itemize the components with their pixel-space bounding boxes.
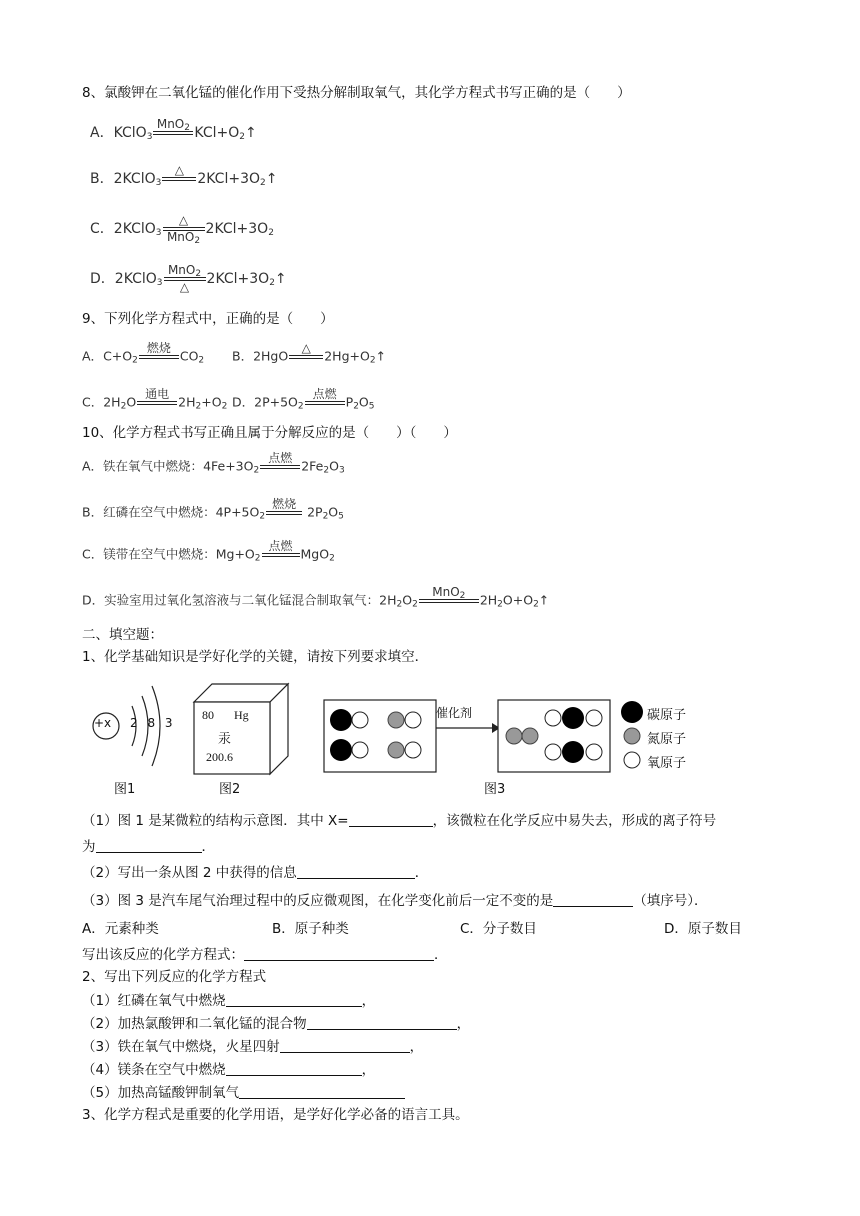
q10-option-b[interactable]: B．红磷在空气中燃烧：$4P+5O_2$ 燃烧 $2P_2O_5$ — [82, 498, 344, 528]
section-heading: 二、填空题： — [82, 627, 163, 643]
legend-carbon: 碳原子 — [647, 708, 687, 723]
catalyst-label: 催化剂 — [436, 706, 473, 720]
legend-nitrogen: 氮原子 — [647, 732, 687, 747]
fig1-caption: 图1 — [114, 782, 136, 797]
answer-blank-x[interactable] — [349, 812, 433, 827]
q8-c-condition: △ MnO$_2$ — [163, 214, 205, 244]
f1-part2: （2）写出一条从图 2 中获得的信息 ． — [82, 865, 429, 881]
q10-option-d[interactable]: D．实验室用过氧化氢溶液与二氧化锰混合制取氧气：$2H_2O_2$ MnO$_2$ $2H_2O+O_2↑$ — [82, 586, 549, 616]
answer-blank-equation[interactable] — [244, 946, 434, 961]
q9-stem: 9、下列化学方程式中，正确的是（ ） — [82, 311, 334, 327]
q10-option-a[interactable]: A．铁在氧气中燃烧：$4Fe+3O_2$ 点燃 $2Fe_2O_3$ — [82, 452, 345, 482]
legend-oxygen: 氧原子 — [647, 756, 687, 771]
q10-a-condition: 点燃 — [260, 452, 300, 482]
choice-b[interactable]: B．原子种类 — [272, 921, 349, 937]
atomic-number: 80 — [202, 708, 214, 722]
q9-d-condition: 点燃 — [305, 388, 345, 418]
choice-a[interactable]: A．元素种类 — [82, 921, 159, 937]
q8-option-d[interactable]: D．2KClO$_3$ MnO$_2$ △ $2KCl+3O_2↑$ — [90, 263, 287, 294]
choice-d[interactable]: D．原子数目 — [664, 921, 742, 937]
f2-item-2: （2）加热氯酸钾和二氧化锰的混合物 ， — [82, 1016, 471, 1032]
q10-option-c[interactable]: C．镁带在空气中燃烧：$Mg+O_2$ 点燃 MgO$_2$ — [82, 540, 335, 570]
q8-a-condition: MnO$_2$ — [153, 118, 193, 148]
f1-part1: （1）图 1 是某微粒的结构示意图．其中 X= ，该微粒在化学反应中易失去，形成的离子符号 — [82, 813, 717, 829]
q9-b-condition: △ — [289, 342, 323, 372]
figures-row — [84, 678, 784, 803]
q9-a-condition: 燃烧 — [139, 342, 179, 372]
q10-b-condition: 燃烧 — [266, 498, 302, 528]
q8-option-c[interactable]: C．2KClO$_3$ △ MnO$_2$ $2KCl+3O_2$ — [90, 213, 274, 246]
q10-c-condition: 点燃 — [262, 540, 300, 570]
f1-equation: 写出该反应的化学方程式： ． — [82, 947, 448, 963]
answer-blank-f2-1[interactable] — [226, 992, 362, 1007]
answer-blank-f2-2[interactable] — [307, 1015, 457, 1030]
f1-stem: 1、化学基础知识是学好化学的关键，请按下列要求填空． — [82, 649, 429, 665]
f2-item-5: （5）加热高锰酸钾制氧气 — [82, 1084, 405, 1102]
answer-blank-info[interactable] — [297, 864, 415, 879]
q8-option-b[interactable]: B．2KClO$_3$ △ $2KCl+3O_2↑$ — [90, 164, 277, 194]
f2-stem: 2、写出下列反应的化学方程式 — [82, 969, 267, 985]
atomic-mass: 200.6 — [206, 750, 233, 764]
q8-d-condition: MnO$_2$ △ — [164, 264, 206, 294]
answer-blank-ion[interactable] — [96, 838, 202, 853]
q9-option-c[interactable]: C．$2H_2O$ 通电 $2H_2+O_2$ — [82, 388, 227, 418]
q8-stem: 8、氯酸钾在二氧化锰的催化作用下受热分解制取氧气，其化学方程式书写正确的是（ ） — [82, 85, 631, 101]
f2-item-4: （4）镁条在空气中燃烧 ， — [82, 1062, 376, 1078]
q9-option-b[interactable]: B．2HgO △ $2Hg+O_2↑$ — [232, 342, 386, 372]
q8-option-a[interactable]: A．KClO$_3$ MnO$_2$ $KCl+O_2↑$ — [90, 118, 257, 148]
element-symbol: Hg — [234, 708, 249, 722]
fig2-caption: 图2 — [219, 782, 241, 797]
fig3-caption: 图3 — [484, 782, 506, 797]
q8-b-condition: △ — [162, 164, 196, 194]
q9-option-d[interactable]: D．$2P+5O_2$ 点燃 $P_2O_5$ — [232, 388, 375, 418]
nucleus-label: +x — [94, 716, 112, 730]
f2-item-1: （1）红磷在氧气中燃烧 ， — [82, 993, 376, 1009]
f2-item-3: （3）铁在氧气中燃烧，火星四射 ， — [82, 1039, 424, 1055]
element-name: 汞 — [218, 732, 232, 747]
answer-blank-choice[interactable] — [553, 892, 633, 907]
answer-blank-f2-4[interactable] — [226, 1061, 362, 1076]
element-cube-figure — [188, 678, 298, 778]
answer-blank-f2-3[interactable] — [280, 1038, 410, 1053]
q9-option-a[interactable]: A．$C+O_2$ 燃烧 $CO_2$ — [82, 342, 204, 372]
shell-electrons: 2 8 3 — [130, 716, 176, 730]
f3-stem: 3、化学方程式是重要的化学用语，是学好化学必备的语言工具。 — [82, 1107, 469, 1123]
f1-part3: （3）图 3 是汽车尾气治理过程中的反应微观图，在化学变化前后一定不变的是 （填序号）． — [82, 893, 708, 909]
choice-c[interactable]: C．分子数目 — [460, 921, 537, 937]
q10-d-condition: MnO$_2$ — [419, 586, 479, 616]
q10-stem: 10、化学方程式书写正确且属于分解反应的是（ ）（ ） — [82, 425, 457, 441]
f1-part1-cont: 为 ． — [82, 839, 215, 855]
q9-c-condition: 通电 — [137, 388, 177, 418]
answer-blank-f2-5[interactable] — [239, 1084, 405, 1099]
